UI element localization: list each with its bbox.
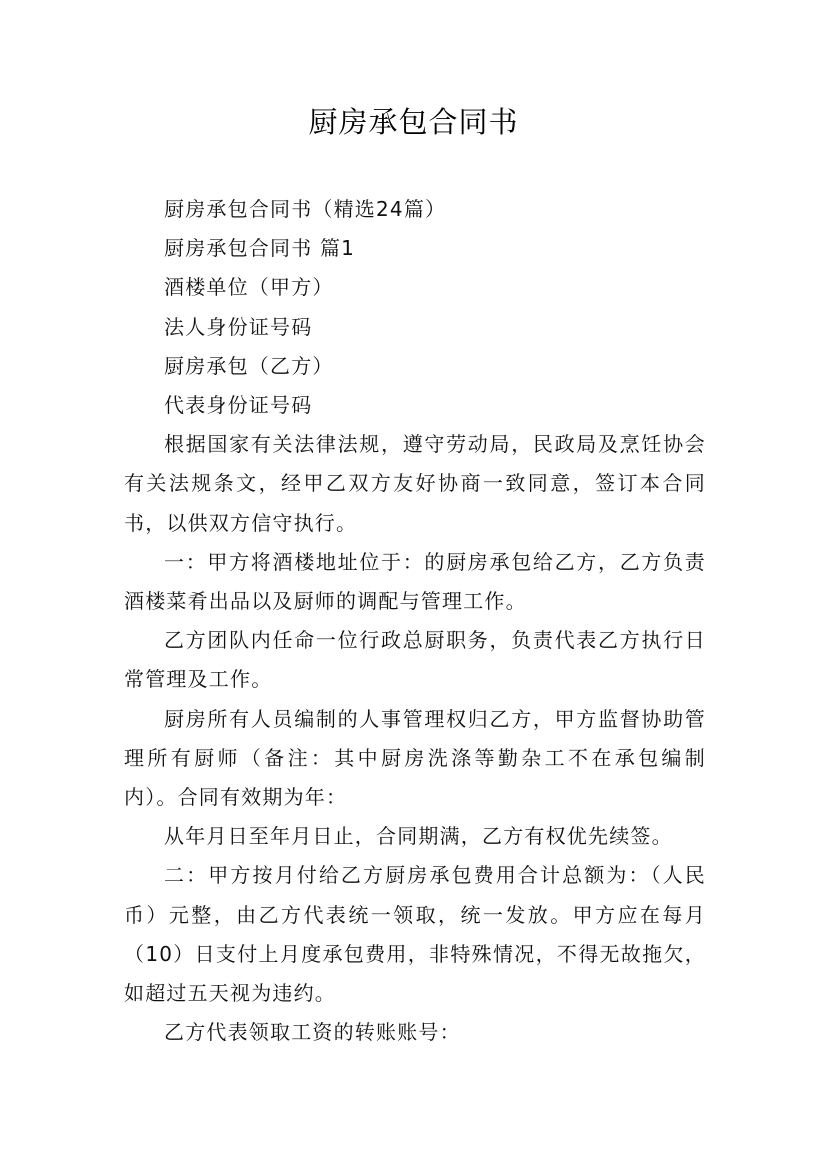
paragraph-subtitle: 厨房承包合同书（精选24篇） [164,197,447,221]
paragraph-party-b: 厨房承包（乙方） [164,353,334,378]
paragraph-account: 乙方代表领取工资的转账账号： [164,1020,461,1045]
paragraph-clause-2: 二：甲方按月付给乙方厨房承包费用合计总额为：（人民币）元整，由乙方代表统一领取，统一发放。甲方应在每月（10）日支付上月度承包费用，非特殊情况，不得无故拖欠，如超过五天视为违约。 [124,863,706,1006]
paragraph-party-a: 酒楼单位（甲方） [164,275,334,300]
document-body [124,190,706,1052]
paragraph-representative-id: 代表身份证号码 [164,393,313,418]
document-title: 厨房承包合同书 [308,105,519,139]
paragraph-staff-management: 厨房所有人员编制的人事管理权归乙方，甲方监督协助管理所有厨师（备注：其中厨房洗涤等勤杂工不在承包编制内）。合同有效期为年： [124,706,706,810]
paragraph-preamble: 根据国家有关法律法规，遵守劳动局，民政局及烹饪协会有关法规条文，经甲乙双方友好协商一致同意，签订本合同书，以供双方信守执行。 [124,432,706,535]
paragraph-contract-term: 从年月日至年月日止，合同期满，乙方有权优先续签。 [164,824,673,849]
paragraph-section-heading: 厨房承包合同书 篇1 [164,236,356,261]
paragraph-head-chef: 乙方团队内任命一位行政总厨职务，负责代表乙方执行日常管理及工作。 [124,628,706,692]
paragraph-legal-id: 法人身份证号码 [164,314,313,339]
paragraph-clause-1: 一：甲方将酒楼地址位于：的厨房承包给乙方，乙方负责酒楼菜肴出品以及厨师的调配与管理工作。 [124,549,706,614]
